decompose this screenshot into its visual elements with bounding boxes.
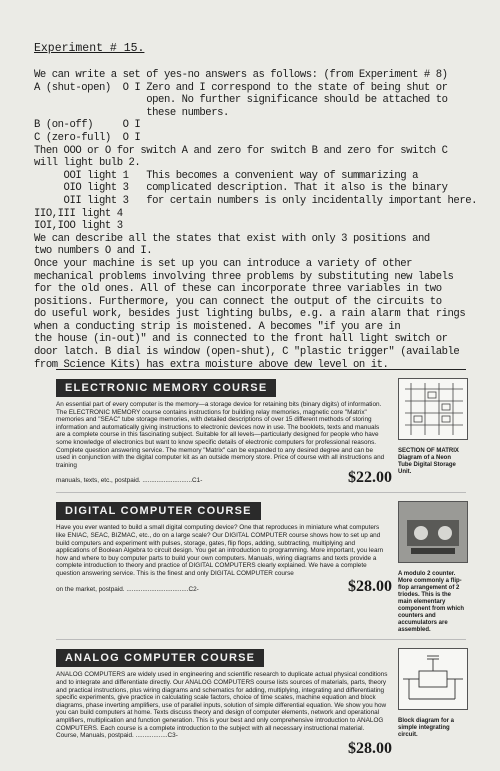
price: $28.00 xyxy=(348,577,392,595)
typed-page xyxy=(34,42,478,371)
course-ads xyxy=(56,369,466,763)
experiment-heading: Experiment # 15. xyxy=(34,42,145,55)
counter-photo-figure xyxy=(398,501,468,563)
price-label: on the market, postpaid. ...................................C2- xyxy=(56,585,199,593)
ad-electronic-memory xyxy=(56,370,466,493)
text-line: when a conducting strip is moistened. A becomes "if you are in xyxy=(34,320,401,333)
figure-caption: SECTION OF MATRIX Diagram of a Neon Tube Digital Storage Unit. xyxy=(398,448,459,475)
text-line: do useful work, besides just lighting bulbs, e.g. a rain alarm that rings xyxy=(34,308,466,321)
text-line: IIO,III light 4 xyxy=(34,207,123,220)
text-line: B (on-off) O I xyxy=(34,119,141,132)
text-line: two numbers O and I. xyxy=(34,245,153,258)
ad-analog-computer xyxy=(56,640,466,762)
ad-title: DIGITAL COMPUTER COURSE xyxy=(56,502,261,520)
ad-digital-computer xyxy=(56,493,466,640)
matrix-diagram-figure xyxy=(398,378,468,440)
text-line: for the old ones. All of these can incorporate three variables in two xyxy=(34,283,442,296)
text-line: A (shut-open) O I Zero and I correspond to the state of being shut or xyxy=(34,81,448,94)
text-line: open. No further significance should be attached to xyxy=(34,94,448,107)
ad-title: ELECTRONIC MEMORY COURSE xyxy=(56,379,276,397)
text-line: We can describe all the states that exist with only 3 positions and xyxy=(34,232,430,245)
ad-body: Have you ever wanted to build a small digital computing device? One that reproduces in miniature what computers like ENIAC, SEAC, BIZMAC, etc., do on a large scale? Our DIGITAL COMPUTER course shows how to set up and build computers and experiment with pulses, storage, gates, flip flops, adding, subtracting, multiplying and applications of Boolean Algebra to circuit design. You get an introduction to programming. More important, you learn how and where to buy computer parts to build your own computers. Manuals, wiring diagrams and texts provide a complete introduction to theory and practice of DIGITAL COMPUTERS clearly explained. We have a complete question answering service. This is the finest and only DIGITAL COMPUTER course xyxy=(56,524,384,577)
text-line: Once your machine is set up you can introduce a variety of other xyxy=(34,257,413,270)
text-line: OOI light 1 This becomes a convenient way of summarizing a xyxy=(34,169,418,182)
text-line: OIO light 3 complicated description. That it also is the binary xyxy=(34,182,448,195)
text-line: positions. Furthermore, you can connect the output of the circuits to xyxy=(34,295,442,308)
typed-text-block xyxy=(34,69,478,371)
figure-caption: A modulo 2 counter. More commonly a flip-flop arrangement of 2 triodes. This is the main elementary component from which counters and accumulators are assembled. xyxy=(398,571,464,634)
text-line: will light bulb 2. xyxy=(34,157,141,170)
figure-caption: Block diagram for a simple integrating circuit. xyxy=(398,718,455,739)
text-line: these numbers. xyxy=(34,106,229,119)
text-line: OII light 3 for certain numbers is only incidentally important here. xyxy=(34,194,478,207)
text-line: door latch. B dial is window (open-shut), C "plastic trigger" (available xyxy=(34,346,460,359)
text-line: from Science Kits) has extra moisture above dew level on it. xyxy=(34,358,389,371)
integrating-circuit-figure xyxy=(398,648,468,710)
text-line: We can write a set of yes-no answers as follows: (from Experiment # 8) xyxy=(34,69,448,81)
ad-title: ANALOG COMPUTER COURSE xyxy=(56,649,264,667)
text-line: Then OOO or O for switch A and zero for switch B and zero for switch C xyxy=(34,144,448,157)
price-label: manuals, texts, etc., postpaid. ............................C1- xyxy=(56,477,203,485)
text-line: the house (in-out)" and is connected to the front hall light switch or xyxy=(34,333,448,346)
price: $28.00 xyxy=(348,739,392,757)
ad-body: An essential part of every computer is the memory—a storage device for retaining bits (binary digits) of information. The ELECTRONIC MEMORY course contains instructions for building relay memories, magnetic core "Matrix" memories and "SEAC" tube storage memories, with detailed descriptions of over 15 different methods of storing information and automatically giving instructions to electronic devices now in use. The booklets, texts and manuals are a complete course in this fascinating subject. Suitable for all levels—particularly designed for people who have some knowledge of electronics but want to know specific details of electronic computers for professional reasons. Complete question answering service. The memory "Matrix" can be expanded to any desired degree and can be used in conjunction with the digital computer kit as an outside memory store. Price of course with all instructions and training xyxy=(56,401,385,469)
text-line: mechanical problems involving three problems by substituting new labels xyxy=(34,270,454,283)
text-line: IOI,IOO light 3 xyxy=(34,220,123,233)
ad-body: ANALOG COMPUTERS are widely used in engineering and scientific research to duplicate actual physical conditions and to integrate and differentiate directly. Our ANALOG COMPUTERS course lists sources of materials, parts, theory and practical instructions, plus wiring diagrams and schematics for adding, multiplying, integrating and differentiating specific experiments, give practice in calculating scale factors, choice of time scales, machine equation and block diagrams, phase inverting amplifiers, use of parallel inputs, solution of simple differential equation. We show you how you can build computers at home. Texts discuss theory and design of computer elements, network and operational amplifiers, multiplication and function generation. This is your best and only comprehensive introduction to ANALOG COMPUTERS. Each course is a complete introduction to the subject with all necessary instructional material. Course, Manuals, postpaid. ..................C3- xyxy=(56,671,388,740)
price: $22.00 xyxy=(348,469,392,487)
text-line: C (zero-full) O I xyxy=(34,131,141,144)
